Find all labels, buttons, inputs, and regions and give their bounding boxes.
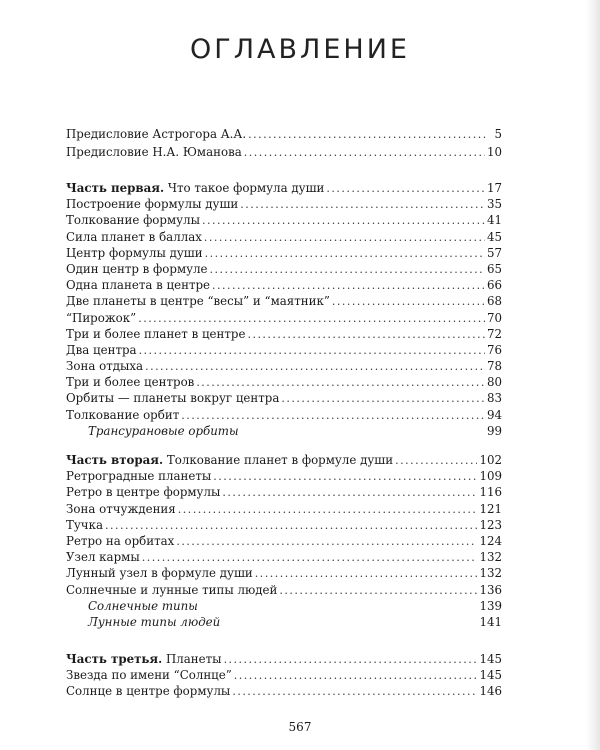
toc-entry[interactable] <box>66 565 502 581</box>
entry-title: Три и более центров <box>66 375 195 390</box>
entry-page: 139 <box>479 598 502 613</box>
leader-dots <box>247 327 485 343</box>
toc-entry[interactable] <box>66 501 502 517</box>
page-title: ОГЛАВЛЕНИЕ <box>190 34 410 65</box>
part-label: Часть третья. <box>66 652 163 666</box>
toc-entry[interactable] <box>66 261 502 277</box>
entry-page: 68 <box>486 294 502 309</box>
entry-page: 99 <box>486 423 502 438</box>
part-title: Что такое формула души <box>167 181 325 195</box>
entry-title: Солнечные типы <box>88 598 198 613</box>
entry-page: 123 <box>479 517 502 532</box>
toc-entry[interactable] <box>66 277 502 293</box>
entry-title: Зона отдыха <box>66 359 144 374</box>
leader-dots <box>196 375 485 391</box>
entry-title: Одна планета в центре <box>66 278 211 293</box>
leader-dots <box>205 246 485 262</box>
entry-title: Три и более планет в центре <box>66 326 246 341</box>
leader-dots <box>244 145 485 161</box>
entry-title: Лунные типы людей <box>88 614 221 629</box>
entry-title: Центр формулы души <box>66 245 203 260</box>
entry-page: 146 <box>479 684 502 699</box>
entry-page: 17 <box>486 181 502 195</box>
entry-title: Трансурановые орбиты <box>88 423 239 438</box>
entry-page: 41 <box>486 213 502 228</box>
entry-page: 132 <box>479 550 502 565</box>
entry-title: Тучка <box>66 517 104 532</box>
entry-title: Ретроградные планеты <box>66 469 212 484</box>
toc-entry[interactable] <box>66 683 502 699</box>
leader-dots <box>332 294 485 310</box>
entry-page: 94 <box>486 407 502 422</box>
toc-part-heading[interactable] <box>66 452 502 468</box>
toc-entry[interactable] <box>66 126 502 144</box>
entry-title: Толкование формулы <box>66 213 200 228</box>
toc-entry[interactable] <box>66 326 502 342</box>
leader-dots <box>222 485 477 501</box>
entry-page: 132 <box>479 566 502 581</box>
part-title: Планеты <box>165 652 222 666</box>
entry-page: 83 <box>486 391 502 406</box>
toc-subentry[interactable] <box>66 614 502 630</box>
leader-dots <box>279 583 477 599</box>
toc-entry[interactable] <box>66 374 502 390</box>
toc-entry[interactable] <box>66 196 502 212</box>
entry-title: Узел кармы <box>66 550 140 565</box>
toc-entry[interactable] <box>66 533 502 549</box>
entry-title: Предисловие Астрогора А.А. <box>66 127 247 141</box>
entry-page: 116 <box>479 485 502 500</box>
entry-page: 76 <box>486 342 502 357</box>
leader-dots <box>202 213 485 229</box>
entry-title: Предисловие Н.А. Юманова <box>66 145 242 159</box>
toc-entry[interactable] <box>66 212 502 228</box>
toc-intro <box>66 126 502 162</box>
toc-entry[interactable] <box>66 667 502 683</box>
entry-title: Два центра <box>66 342 137 357</box>
entry-page: 102 <box>479 453 502 467</box>
entry-page: 145 <box>479 652 502 666</box>
toc-entry[interactable] <box>66 468 502 484</box>
entry-page: 70 <box>486 310 502 325</box>
toc-entry[interactable] <box>66 549 502 565</box>
leader-dots <box>204 230 485 246</box>
entry-page: 45 <box>486 229 502 244</box>
toc-entry[interactable] <box>66 517 502 533</box>
entry-page: 145 <box>479 668 502 683</box>
part-label: Часть первая. <box>66 181 165 195</box>
part-title: Толкование планет в формуле души <box>166 453 394 467</box>
toc-entry[interactable] <box>66 582 502 598</box>
entry-page: 124 <box>479 533 502 548</box>
entry-page: 35 <box>486 197 502 212</box>
toc-entry[interactable] <box>66 293 502 309</box>
entry-page: 109 <box>479 469 502 484</box>
toc-entry[interactable] <box>66 358 502 374</box>
leader-dots <box>105 518 477 534</box>
entry-page: 66 <box>486 278 502 293</box>
leader-dots <box>145 359 485 375</box>
entry-title: Толкование орбит <box>66 407 180 422</box>
entry-page: 5 <box>494 127 502 141</box>
leader-dots <box>142 550 478 566</box>
toc-part-3 <box>66 651 502 700</box>
leader-dots <box>326 181 485 197</box>
toc-part-heading[interactable] <box>66 180 502 196</box>
toc-part-heading[interactable] <box>66 651 502 667</box>
leader-dots <box>176 534 477 550</box>
entry-title: Ретро в центре формулы <box>66 485 221 500</box>
toc-subentry[interactable] <box>66 598 502 614</box>
toc-subentry[interactable] <box>66 423 502 439</box>
leader-dots <box>281 391 485 407</box>
entry-title: Сила планет в баллах <box>66 229 202 244</box>
toc-entry[interactable] <box>66 245 502 261</box>
entry-page: 121 <box>479 501 502 516</box>
entry-title: Солнце в центре формулы <box>66 684 231 699</box>
entry-page: 80 <box>486 375 502 390</box>
leader-dots <box>232 684 477 700</box>
toc-entry[interactable] <box>66 342 502 358</box>
leader-dots <box>212 278 485 294</box>
toc-entry[interactable] <box>66 144 502 162</box>
entry-title: Построение формулы души <box>66 197 239 212</box>
entry-title: Лунный узел в формуле души <box>66 566 253 581</box>
page-number: 567 <box>288 720 312 734</box>
leader-dots <box>181 408 485 424</box>
entry-page: 136 <box>479 582 502 597</box>
leader-dots <box>240 197 485 213</box>
entry-title: “Пирожок” <box>66 310 137 325</box>
leader-dots <box>395 453 477 469</box>
leader-dots <box>139 343 485 359</box>
toc-entry[interactable] <box>66 407 502 423</box>
toc-entry[interactable] <box>66 390 502 406</box>
leader-dots <box>213 469 477 485</box>
entry-title: Зона отчуждения <box>66 501 176 516</box>
toc-entry[interactable] <box>66 229 502 245</box>
entry-title: Один центр в формуле <box>66 261 208 276</box>
leader-dots <box>178 502 478 518</box>
entry-title: Орбиты — планеты вокруг центра <box>66 391 280 406</box>
leader-dots <box>248 127 486 143</box>
leader-dots <box>234 668 478 684</box>
entry-page: 65 <box>486 261 502 276</box>
leader-dots <box>224 652 478 668</box>
toc-part-2 <box>66 452 502 630</box>
leader-dots <box>138 311 485 327</box>
entry-title: Солнечные и лунные типы людей <box>66 582 278 597</box>
page-edge <box>586 0 600 750</box>
entry-page: 72 <box>486 326 502 341</box>
entry-page: 141 <box>479 614 502 629</box>
toc-entry[interactable] <box>66 310 502 326</box>
entry-page: 57 <box>486 245 502 260</box>
toc-entry[interactable] <box>66 484 502 500</box>
entry-page: 78 <box>486 359 502 374</box>
entry-title: Две планеты в центре “весы” и “маятник” <box>66 294 330 309</box>
entry-title: Звезда по имени “Солнце” <box>66 668 232 683</box>
entry-title: Ретро на орбитах <box>66 533 175 548</box>
toc-part-1 <box>66 180 502 439</box>
leader-dots <box>255 566 478 582</box>
part-label: Часть вторая. <box>66 453 164 467</box>
leader-dots <box>210 262 485 278</box>
entry-page: 10 <box>486 145 502 159</box>
